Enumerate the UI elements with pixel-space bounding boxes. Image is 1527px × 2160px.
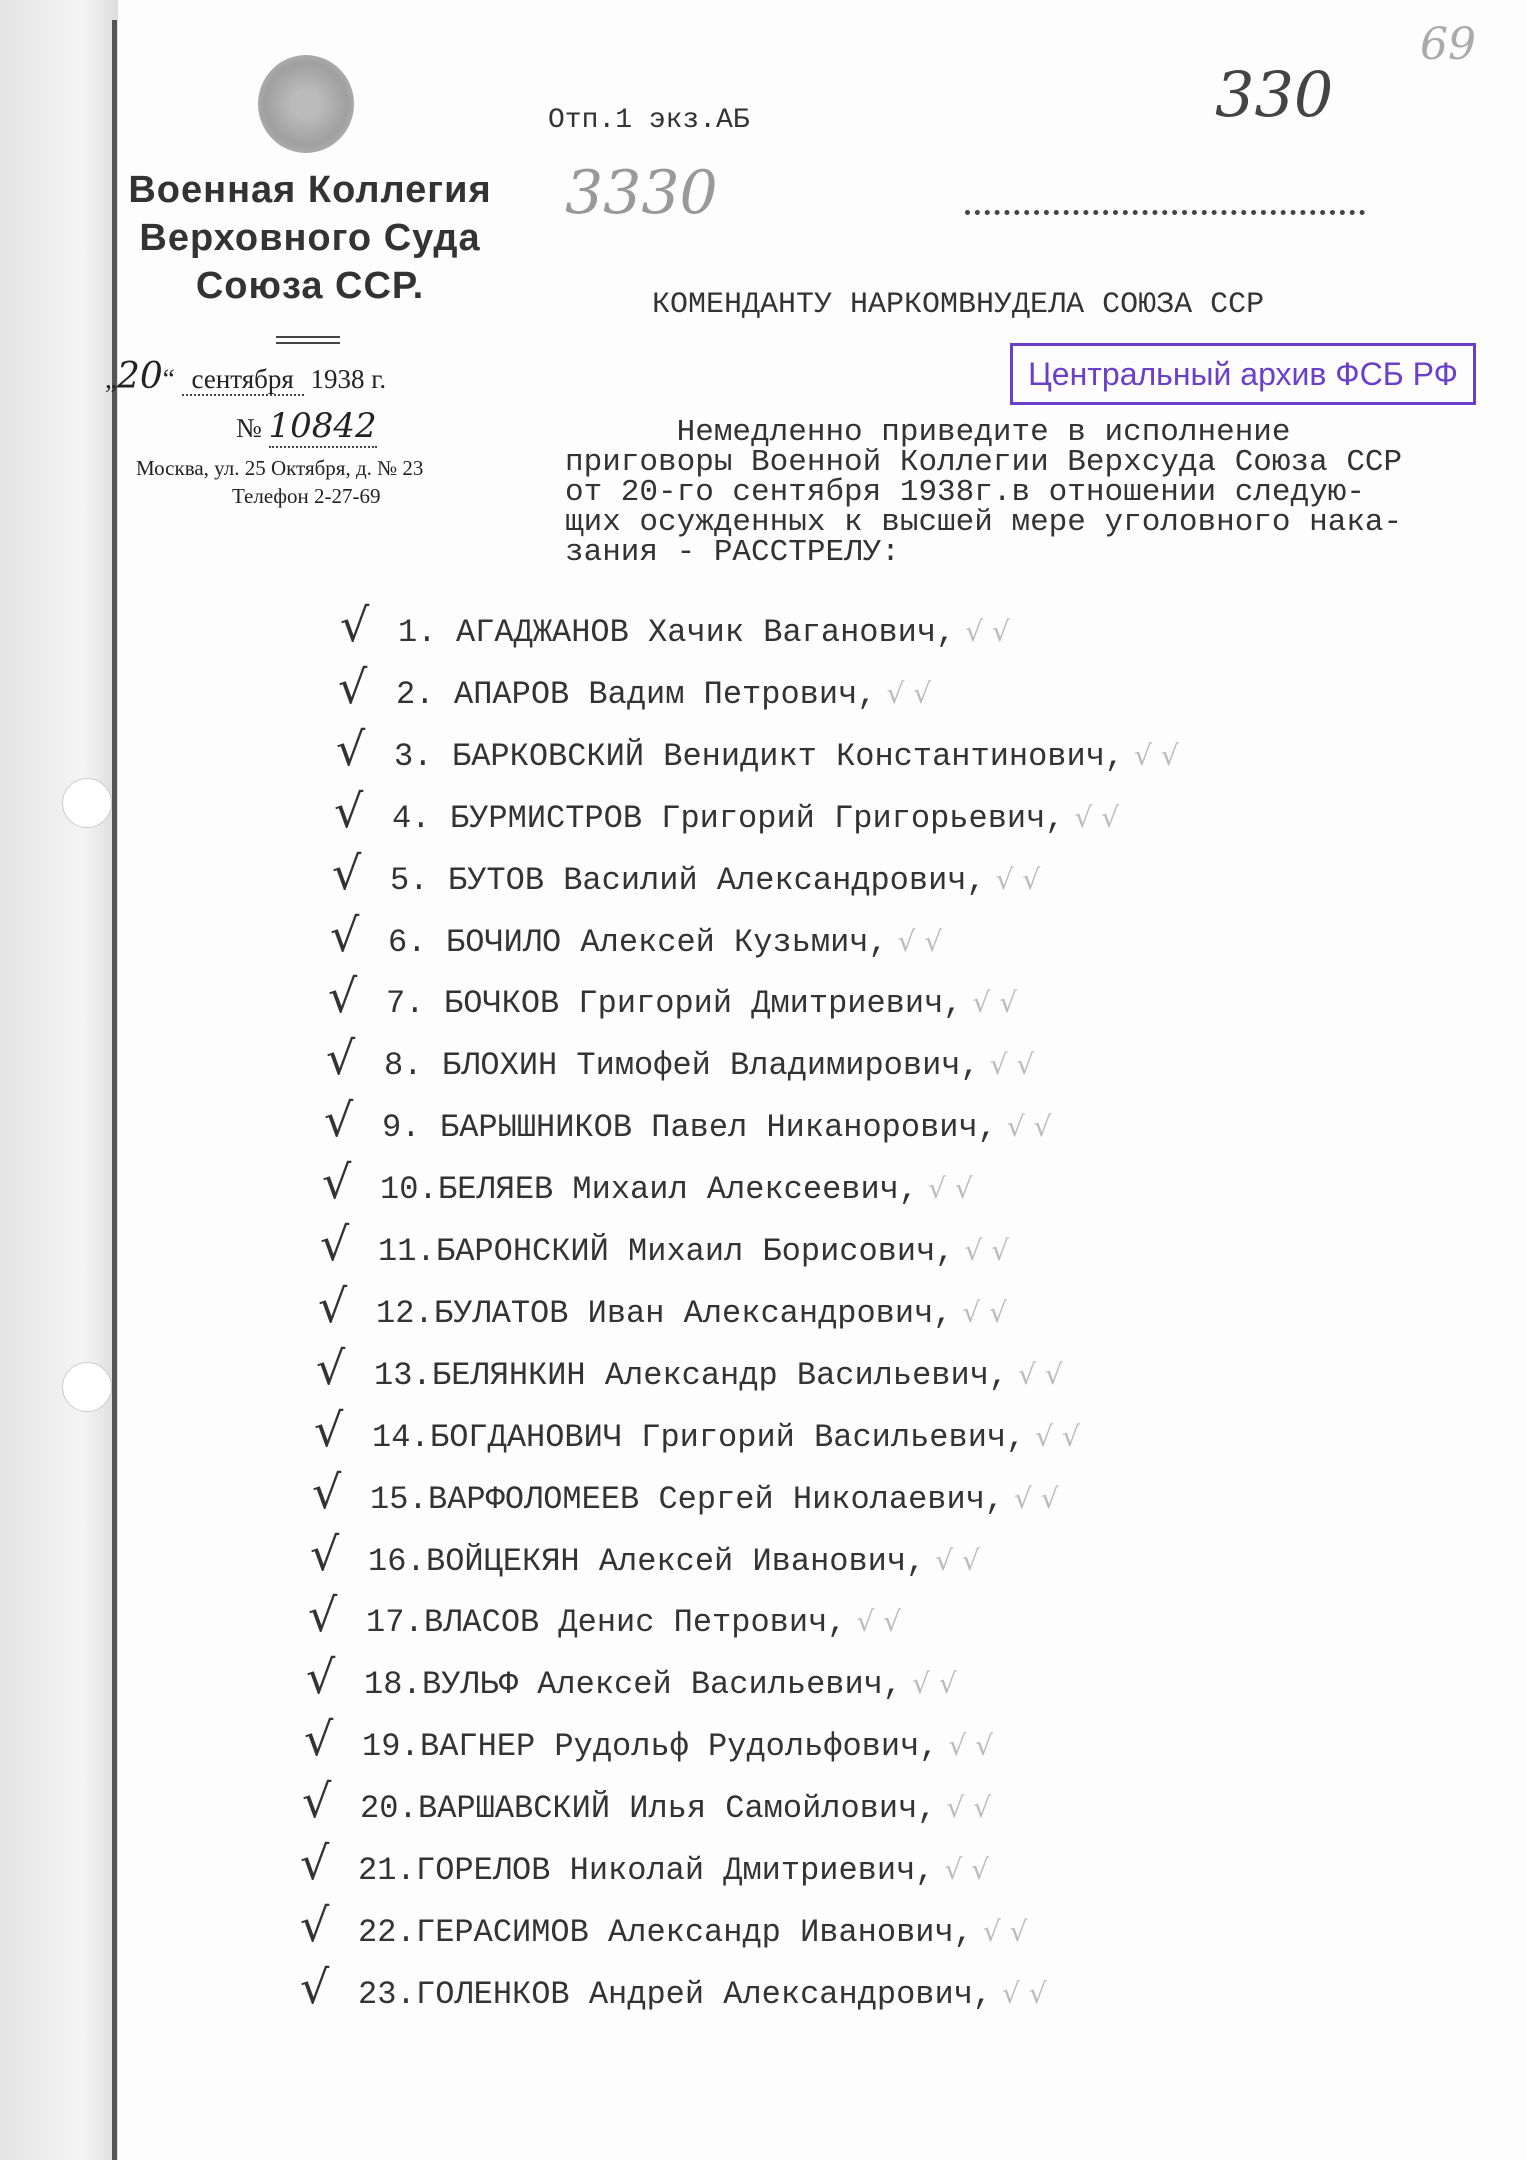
document-number: 10842	[268, 406, 377, 446]
item-number: 5.	[390, 861, 429, 899]
item-number: 6.	[388, 923, 427, 961]
faint-check-icon: √ √	[856, 1605, 902, 1639]
faint-check-icon: √ √	[982, 1914, 1028, 1948]
faint-check-icon: √ √	[944, 1853, 990, 1886]
faint-check-icon: √ √	[1002, 1976, 1047, 2010]
item-number: 23.	[358, 1975, 416, 2013]
item-number: 12.	[376, 1294, 434, 1332]
convict-name: БУРМИСТРОВ Григорий Григорьевич,	[450, 799, 1065, 837]
checkmark-icon: √	[336, 721, 366, 776]
convict-name: БОЧИЛО Алексей Кузьмич,	[446, 923, 888, 961]
org-line-3: Союза ССР.	[195, 265, 425, 307]
list-item	[308, 1590, 901, 1643]
convict-name: АПАРОВ Вадим Петрович,	[454, 675, 877, 713]
punch-hole	[62, 1362, 112, 1412]
convict-name: ГЕРАСИМОВ Александр Иванович,	[416, 1913, 973, 1951]
item-number: 13.	[374, 1356, 432, 1394]
checkmark-icon: √	[332, 845, 362, 900]
checkmark-icon: √	[314, 1402, 344, 1457]
checkmark-icon: √	[334, 783, 364, 838]
list-item	[328, 971, 1017, 1024]
list-item	[326, 1033, 1034, 1086]
item-number: 14.	[372, 1418, 430, 1456]
list-item	[330, 907, 943, 963]
faint-check-icon: √ √	[1006, 1110, 1052, 1144]
list-item	[314, 1402, 1080, 1458]
item-number: 3.	[394, 737, 433, 775]
item-number: 21.	[358, 1852, 416, 1889]
state-emblem-icon	[258, 55, 354, 153]
body-line: щих осужденных к высшей мере уголовного нака-	[565, 505, 1403, 540]
list-item	[306, 1652, 957, 1705]
date-month: сентября	[182, 364, 304, 396]
handwritten-number: 330	[1215, 58, 1334, 131]
convict-name: БОЧКОВ Григорий Дмитриевич,	[444, 985, 963, 1023]
checkmark-icon: √	[318, 1278, 348, 1333]
list-item	[316, 1340, 1063, 1396]
list-item	[318, 1278, 1008, 1334]
item-number: 16.	[368, 1542, 426, 1580]
item-number: 19.	[362, 1728, 420, 1766]
convict-name: БАРКОВСКИЙ Венидикт Константинович,	[452, 737, 1125, 775]
item-number: 17.	[366, 1604, 424, 1642]
checkmark-icon: √	[330, 907, 360, 962]
checkmark-icon: √	[300, 1959, 330, 2014]
checkmark-icon: √	[302, 1774, 332, 1829]
copy-note: Отп.1 экз.АБ	[548, 105, 750, 136]
checkmark-icon: √	[316, 1340, 346, 1395]
date-year: 1938	[310, 364, 365, 394]
convict-name: ГОЛЕНКОВ Андрей Александрович,	[416, 1975, 993, 2013]
checkmark-icon: √	[328, 969, 358, 1024]
checkmark-icon: √	[306, 1650, 336, 1705]
org-line-2: Верховного Суда	[139, 217, 481, 259]
faint-check-icon: √ √	[912, 1667, 957, 1701]
number-label: №	[236, 413, 262, 443]
body-line: от 20-го сентября 1938г.в отношении следую-	[565, 475, 1365, 510]
convict-name: БУТОВ Василий Александрович,	[448, 861, 986, 899]
list-item	[322, 1157, 973, 1210]
convict-name: ГОРЕЛОВ Николай Дмитриевич,	[416, 1852, 935, 1889]
address: Москва, ул. 25 Октября, д. № 23	[136, 456, 424, 480]
addressee: КОМЕНДАНТУ НАРКОМВНУДЕЛА СОЮЗА ССР	[652, 288, 1265, 322]
item-number: 22.	[358, 1913, 416, 1951]
list-item	[304, 1714, 993, 1767]
archive-stamp: Центральный архив ФСБ РФ	[1010, 343, 1476, 405]
faint-check-icon: √ √	[989, 1048, 1035, 1082]
list-item	[300, 1838, 989, 1891]
number-line	[236, 406, 377, 448]
list-item	[340, 600, 1010, 653]
faint-check-icon: √ √	[897, 924, 943, 958]
convict-name: ВАРФОЛОМЕЕВ Сергей Николаевич,	[428, 1480, 1005, 1518]
faint-check-icon: √ √	[928, 1172, 973, 1206]
list-item	[320, 1219, 1009, 1272]
list-item	[312, 1464, 1059, 1520]
faint-check-icon: √ √	[1134, 738, 1179, 772]
divider	[276, 336, 340, 344]
checkmark-icon: √	[326, 1031, 356, 1086]
checkmark-icon: √	[304, 1712, 334, 1767]
list-item	[324, 1095, 1051, 1148]
faint-check-icon: √ √	[886, 676, 932, 710]
item-number: 2.	[396, 675, 435, 713]
convict-name: ВАРШАВСКИЙ Илья Самойлович,	[418, 1790, 937, 1828]
faint-check-icon: √ √	[995, 862, 1041, 896]
item-number: 11.	[378, 1233, 436, 1270]
convict-name: ВАГНЕР Рудольф Рудольфович,	[420, 1728, 939, 1766]
body-line: зания - РАССТРЕЛУ:	[565, 535, 900, 570]
item-number: 10.	[380, 1171, 438, 1209]
body-line: Немедленно приведите в исполнение	[565, 415, 1291, 450]
checkmark-icon: √	[308, 1588, 338, 1643]
list-item	[300, 1897, 1028, 1953]
checkmark-icon: √	[310, 1526, 340, 1581]
checkmark-icon: √	[322, 1155, 352, 1210]
faint-check-icon: √ √	[948, 1729, 994, 1763]
item-number: 1.	[398, 614, 437, 651]
faint-check-icon: √ √	[1035, 1419, 1080, 1453]
checkmark-icon: √	[320, 1217, 350, 1271]
convict-name: БУЛАТОВ Иван Александрович,	[434, 1294, 953, 1332]
list-item	[336, 721, 1179, 777]
date-suffix: г.	[371, 364, 387, 394]
checkmark-icon: √	[324, 1093, 354, 1148]
convict-name: БЛОХИН Тимофей Владимирович,	[442, 1047, 980, 1085]
item-number: 20.	[360, 1790, 418, 1828]
faint-check-icon: √ √	[946, 1791, 992, 1825]
convict-name: БЕЛЯНКИН Александр Васильевич,	[432, 1356, 1009, 1394]
binder-margin	[0, 0, 118, 2160]
faint-check-icon: √ √	[1014, 1481, 1059, 1515]
convict-name: БАРОНСКИЙ Михаил Борисович,	[436, 1233, 955, 1270]
page-number: 69	[1420, 19, 1476, 70]
checkmark-icon: √	[312, 1464, 342, 1519]
convict-name: АГАДЖАНОВ Хачик Ваганович,	[456, 614, 956, 651]
convict-name: БОГДАНОВИЧ Григорий Васильевич,	[430, 1418, 1026, 1456]
checkmark-icon: √	[338, 659, 368, 714]
faint-check-icon: √ √	[972, 986, 1018, 1020]
convict-name: ВУЛЬФ Алексей Васильевич,	[422, 1666, 903, 1704]
binder-edge	[112, 20, 117, 2160]
phone: Телефон 2-27-69	[232, 484, 381, 508]
convict-name: ВЛАСОВ Денис Петрович,	[424, 1604, 847, 1642]
item-number: 8.	[384, 1047, 423, 1085]
list-item	[310, 1526, 980, 1582]
convict-name: ВОЙЦЕКЯН Алексей Иванович,	[426, 1542, 926, 1580]
checkmark-icon: √	[300, 1897, 330, 1952]
item-number: 15.	[370, 1480, 428, 1518]
list-item	[300, 1959, 1047, 2015]
item-number: 7.	[386, 985, 425, 1023]
faint-check-icon: √ √	[1074, 800, 1120, 834]
faint-check-icon: √ √	[935, 1543, 980, 1577]
faint-check-icon: √ √	[964, 1234, 1010, 1267]
convict-name: БЕЛЯЕВ Михаил Алексеевич,	[438, 1171, 919, 1209]
date-line: „20“ сентября 1938 г.	[105, 356, 387, 397]
item-number: 9.	[382, 1109, 421, 1147]
convict-name: БАРЫШНИКОВ Павел Никанорович,	[440, 1109, 997, 1147]
date-day: 20	[116, 356, 163, 397]
faint-check-icon: √ √	[965, 615, 1010, 648]
list-item	[332, 845, 1041, 901]
punch-hole	[62, 778, 112, 828]
org-line-1: Военная Коллегия	[128, 169, 492, 211]
faint-check-icon: √ √	[1018, 1357, 1063, 1391]
faint-check-icon: √ √	[962, 1295, 1008, 1329]
dotted-line	[965, 210, 1365, 215]
checkmark-icon: √	[340, 598, 370, 652]
item-number: 18.	[364, 1666, 422, 1704]
checkmark-icon: √	[300, 1836, 330, 1890]
list-item	[338, 659, 932, 715]
handwritten-archive-number: 3330	[565, 158, 718, 228]
item-number: 4.	[392, 799, 431, 837]
list-item	[334, 783, 1120, 839]
body-line: приговоры Военной Коллегии Верхсуда Союза ССР	[565, 445, 1403, 480]
list-item	[302, 1776, 991, 1829]
